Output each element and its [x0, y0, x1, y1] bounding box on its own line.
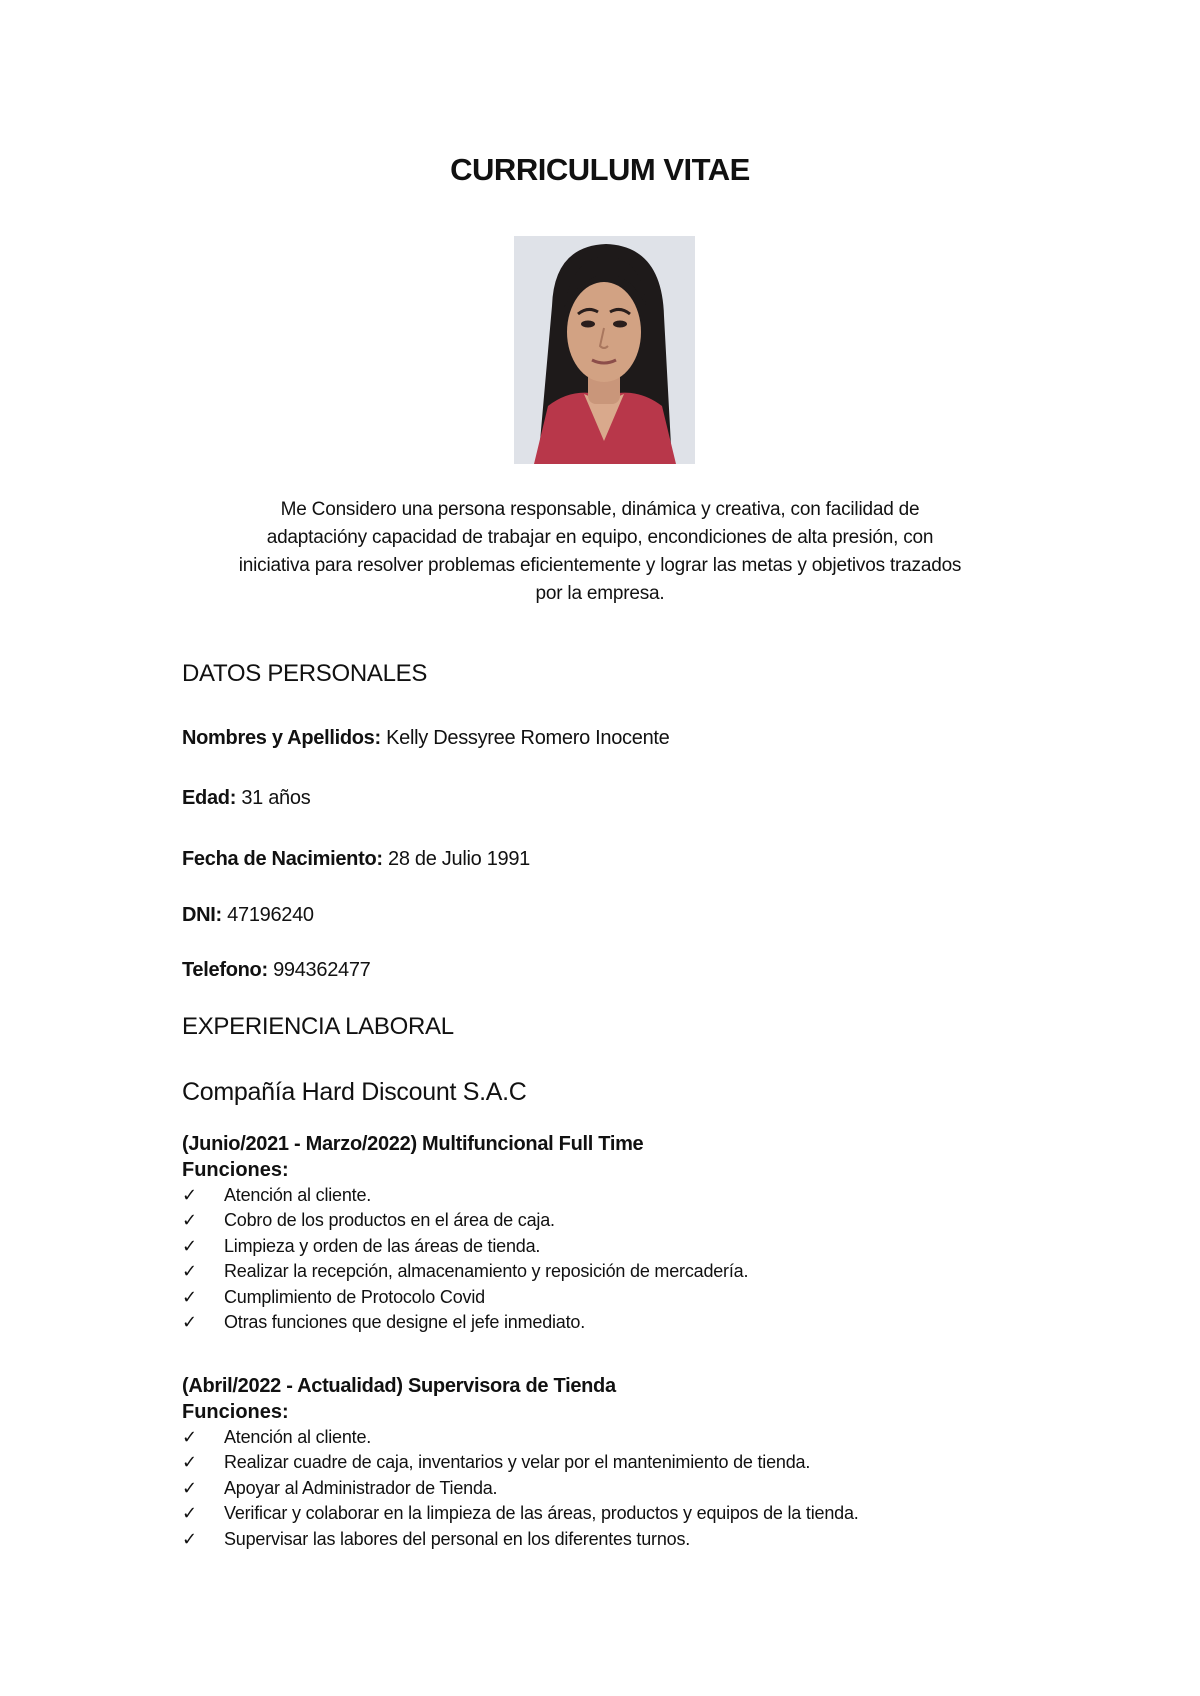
list-item [182, 1310, 1082, 1335]
profile-photo-illustration [514, 236, 695, 464]
list-item [182, 1234, 1082, 1259]
task-text: Realizar la recepción, almacenamiento y reposición de mercadería. [224, 1261, 749, 1282]
task-text: Atención al cliente. [224, 1185, 372, 1205]
functions-label: Funciones: [182, 1159, 289, 1181]
check-icon: ✓ [182, 1477, 197, 1499]
task-list [182, 1183, 1082, 1335]
task-text: Supervisar las labores del personal en los diferentes turnos. [224, 1528, 691, 1549]
list-item [182, 1259, 1082, 1284]
field-label: DNI: [182, 904, 222, 926]
check-icon: ✓ [182, 1185, 197, 1206]
profile-photo [514, 236, 695, 464]
field-age [182, 787, 310, 810]
company-name: Compañía Hard Discount S.A.C [182, 1078, 527, 1106]
field-value: 994362477 [273, 959, 371, 981]
field-value: Kelly Dessyree Romero Inocente [386, 727, 670, 749]
field-label: Edad: [182, 787, 237, 809]
task-text: Otras funciones que designe el jefe inmediato. [224, 1312, 586, 1333]
task-text: Atención al cliente. [224, 1427, 372, 1447]
check-icon: ✓ [182, 1286, 197, 1308]
profile-summary: Me Considero una persona responsable, dinámica y creativa, con facilidad de adaptacióny capacidad de trabajar en equipo, encondiciones de alta presión, con iniciativa para resolver problemas eficientemente y lograr las metas y objetivos trazados por la empresa. [238, 499, 962, 604]
personal-data-heading: DATOS PERSONALES [182, 660, 428, 687]
list-item [182, 1285, 1082, 1310]
field-full-name [182, 727, 669, 750]
task-text: Cobro de los productos en el área de caja. [224, 1210, 555, 1231]
check-icon: ✓ [182, 1235, 197, 1257]
field-value: 47196240 [227, 904, 314, 926]
task-text: Apoyar al Administrador de Tienda. [224, 1477, 498, 1498]
job-entry-1 [182, 1131, 1082, 1335]
list-item [182, 1450, 1082, 1475]
task-text: Realizar cuadre de caja, inventarios y velar por el mantenimiento de tienda. [224, 1452, 811, 1473]
field-value: 31 años [241, 787, 311, 809]
check-icon: ✓ [182, 1210, 197, 1232]
check-icon: ✓ [182, 1427, 197, 1448]
job-title: (Junio/2021 - Marzo/2022) Multifuncional Full Time [182, 1133, 644, 1155]
functions-label: Funciones: [182, 1401, 289, 1423]
list-item [182, 1183, 1082, 1208]
check-icon: ✓ [182, 1452, 197, 1474]
job-entry-2 [182, 1373, 1082, 1552]
experience-heading: EXPERIENCIA LABORAL [182, 1013, 454, 1040]
task-text: Verificar y colaborar en la limpieza de las áreas, productos y equipos de la tienda. [224, 1503, 859, 1524]
task-text: Limpieza y orden de las áreas de tienda. [224, 1235, 541, 1256]
field-label: Nombres y Apellidos: [182, 727, 381, 749]
field-value: 28 de Julio 1991 [388, 848, 530, 870]
job-title: (Abril/2022 - Actualidad) Supervisora de Tienda [182, 1375, 616, 1397]
check-icon: ✓ [182, 1528, 197, 1550]
task-text: Cumplimiento de Protocolo Covid [224, 1286, 485, 1307]
page-title: CURRICULUM VITAE [450, 152, 750, 187]
task-list [182, 1425, 1082, 1552]
list-item [182, 1501, 1082, 1526]
list-item [182, 1208, 1082, 1233]
field-label: Fecha de Nacimiento: [182, 848, 383, 870]
check-icon: ✓ [182, 1312, 197, 1334]
check-icon: ✓ [182, 1261, 197, 1283]
check-icon: ✓ [182, 1503, 197, 1525]
field-dni [182, 904, 314, 927]
list-item [182, 1527, 1082, 1552]
field-birth-date [182, 848, 530, 871]
list-item [182, 1425, 1082, 1450]
list-item [182, 1476, 1082, 1501]
field-label: Telefono: [182, 959, 268, 981]
field-phone [182, 959, 371, 982]
